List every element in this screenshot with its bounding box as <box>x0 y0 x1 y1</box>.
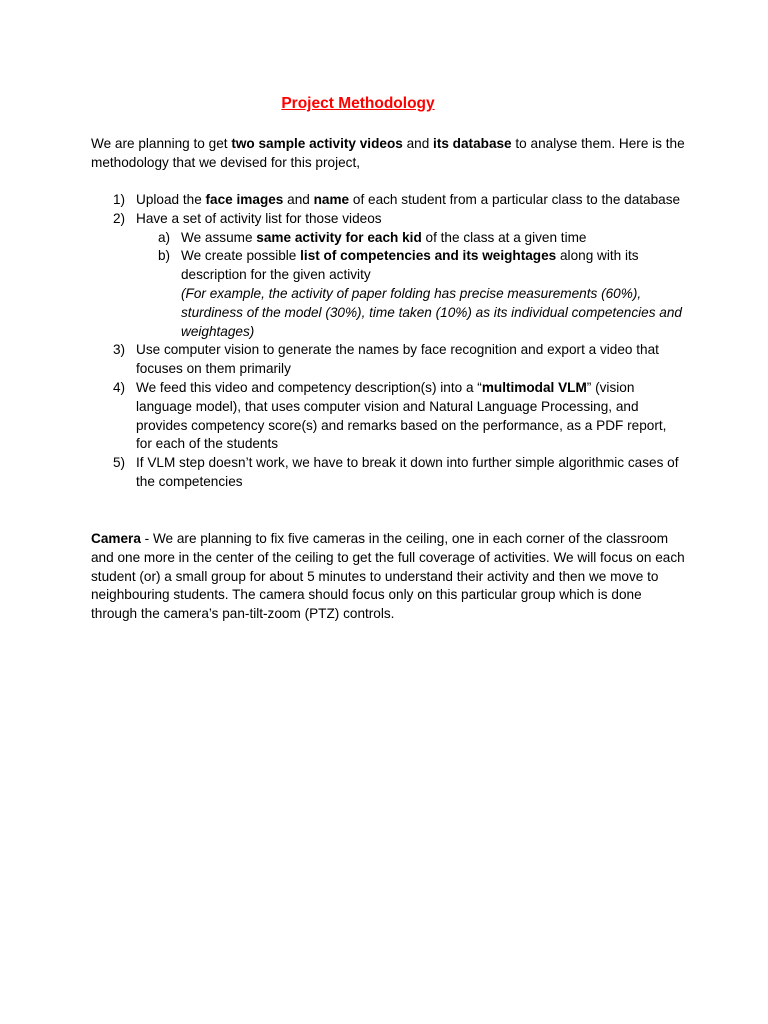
list-item <box>91 454 686 492</box>
list-item <box>91 210 686 342</box>
step-bold: face images <box>205 192 284 207</box>
sub-list-letter: a) <box>158 229 171 245</box>
sub-text: We create possible <box>181 248 301 264</box>
step-bold: name <box>313 192 350 207</box>
sub-list-item <box>136 247 686 341</box>
step-text: ” (vision language model), that uses computer vision and Natural Language Processing, and provides competency score(s) and remarks based on the performance, as a PDF report, for each of the students <box>136 379 667 452</box>
sub-text: We assume <box>181 229 257 245</box>
sub-text: along with its description for the given activity <box>181 248 639 283</box>
intro-text-3: to analyse them. Here is the methodology that we devised for this project, <box>91 136 685 170</box>
list-number: 5) <box>113 455 126 471</box>
list-number: 3) <box>113 342 126 358</box>
step-text: Use computer vision to generate the names by face recognition and export a video that focuses on them primarily <box>136 342 659 377</box>
sub-list-item <box>136 229 686 248</box>
step-text: of each student from a particular class to the database <box>349 192 681 207</box>
step-text: Upload the <box>136 192 206 207</box>
step-text: Have a set of activity list for those videos <box>136 210 382 226</box>
camera-text: - We are planning to fix five cameras in the ceiling, one in each corner of the classroom and one more in the center of the ceiling to get the full coverage of activities. We will focus on each student (or) a small group for about 5 minutes to understand their activity and then we move to neighbouring students. The camera should focus only on this particular group which is done through the camera’s pan-tilt-zoom (PTZ) controls. <box>91 531 685 622</box>
list-number: 4) <box>113 379 126 395</box>
intro-bold-2: its database <box>433 136 512 151</box>
list-number: 2) <box>113 210 126 226</box>
step-bold: multimodal VLM <box>481 379 587 395</box>
list-item <box>91 379 686 454</box>
methodology-list <box>91 191 686 492</box>
intro-text-1: We are planning to get <box>91 136 232 151</box>
step-text: If VLM step doesn’t work, we have to break it down into further simple algorithmic cases of the competencies <box>136 455 679 489</box>
page-title: Project Methodology <box>281 95 435 112</box>
list-item <box>91 341 686 379</box>
list-item <box>91 191 686 210</box>
step-text: We feed this video and competency description(s) into a “ <box>136 379 482 395</box>
list-number: 1) <box>113 192 126 207</box>
sub-text: of the class at a given time <box>421 229 587 245</box>
sub-bold: same activity for each kid <box>256 229 422 245</box>
sub-list-letter: b) <box>158 248 171 264</box>
intro-text-2: and <box>402 136 434 151</box>
intro-paragraph <box>91 135 686 173</box>
intro-bold-1: two sample activity videos <box>231 136 403 151</box>
step-text: and <box>283 192 314 207</box>
sub-bold: list of competencies and its weightages <box>300 248 557 264</box>
camera-label: Camera <box>91 531 141 546</box>
camera-paragraph <box>91 530 686 624</box>
example-note: (For example, the activity of paper folding has precise measurements (60%), sturdiness of the model (30%), time taken (10%) as its individual competencies and weightages) <box>181 285 682 339</box>
